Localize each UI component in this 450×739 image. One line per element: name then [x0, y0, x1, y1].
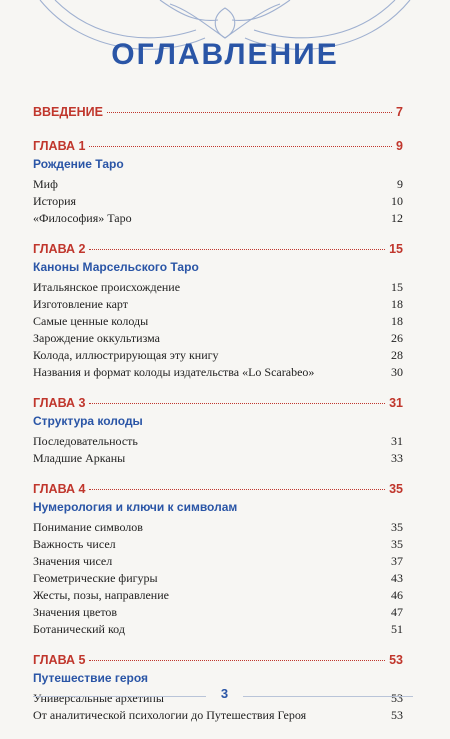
chapter-page: 9: [396, 139, 403, 153]
chapter-heading: [33, 242, 403, 258]
toc-entry: [33, 330, 403, 347]
dot-leader: [107, 112, 392, 113]
entry-page: 43: [391, 571, 403, 585]
entry-title: Колода, иллюстрирующая эту книгу: [33, 348, 219, 362]
chapter-heading: [33, 396, 403, 412]
entry-page: 9: [397, 177, 403, 191]
chapter-4: [33, 482, 403, 638]
toc-entry: [33, 621, 403, 638]
toc-entry: [33, 210, 403, 227]
chapter-2: [33, 242, 403, 381]
chapter-subtitle: Путешествие героя: [33, 671, 149, 685]
entry-title: Геометрические фигуры: [33, 571, 158, 585]
chapter-heading: [33, 482, 403, 498]
footer-divider-right: [243, 696, 413, 697]
entry-title: Важность чисел: [33, 537, 116, 551]
chapter-page: 53: [389, 653, 403, 667]
entry-title: Миф: [33, 177, 58, 191]
toc-entry: [33, 707, 403, 724]
entry-title: Понимание символов: [33, 520, 143, 534]
dot-leader: [89, 660, 385, 661]
entry-page: 10: [391, 194, 403, 208]
chapter-subtitle: Рождение Таро: [33, 157, 124, 171]
intro-page: 7: [396, 105, 403, 119]
entry-page: 18: [391, 314, 403, 328]
chapter-page: 31: [389, 396, 403, 410]
chapter-heading: [33, 653, 403, 669]
toc-entry: [33, 193, 403, 210]
chapter-label: ГЛАВА 4: [33, 482, 86, 496]
entry-page: 53: [391, 708, 403, 722]
entry-title: Жесты, позы, направление: [33, 588, 169, 602]
entry-page: 37: [391, 554, 403, 568]
entry-title: Младшие Арканы: [33, 451, 126, 465]
entry-page: 26: [391, 331, 403, 345]
entry-page: 28: [391, 348, 403, 362]
dot-leader: [89, 249, 385, 250]
entry-page: 15: [391, 280, 403, 294]
toc-entry: [33, 587, 403, 604]
page-title: ОГЛАВЛЕНИЕ: [111, 38, 339, 71]
chapter-heading: [33, 139, 403, 155]
entry-title: Ботанический код: [33, 622, 125, 636]
toc-entry: [33, 604, 403, 621]
entry-page: 35: [391, 520, 403, 534]
chapter-page: 15: [389, 242, 403, 256]
entry-page: 53: [391, 691, 403, 705]
table-of-contents: [33, 105, 403, 739]
entry-page: 30: [391, 365, 403, 379]
dot-leader: [89, 146, 392, 147]
toc-entry: [33, 553, 403, 570]
chapter-1: [33, 139, 403, 227]
chapter-3: [33, 396, 403, 467]
entry-title: Самые ценные колоды: [33, 314, 149, 328]
chapter-label: ГЛАВА 3: [33, 396, 86, 410]
chapter-label: ГЛАВА 1: [33, 139, 86, 153]
entry-title: Названия и формат колоды издательства «Lo Scarabeo»: [33, 365, 315, 379]
toc-entry: [33, 176, 403, 193]
toc-entry: [33, 450, 403, 467]
chapter-subtitle: Структура колоды: [33, 414, 143, 428]
toc-entry: [33, 347, 403, 364]
toc-entry: [33, 364, 403, 381]
entry-title: Универсальные архетипы: [33, 691, 164, 705]
entry-title: «Философия» Таро: [33, 211, 132, 225]
dot-leader: [89, 489, 385, 490]
entry-page: 35: [391, 537, 403, 551]
toc-entry: [33, 536, 403, 553]
chapter-label: ГЛАВА 5: [33, 653, 86, 667]
entry-page: 12: [391, 211, 403, 225]
entry-title: Изготовление карт: [33, 297, 129, 311]
entry-title: Зарождение оккультизма: [33, 331, 160, 345]
entry-title: Последовательность: [33, 434, 138, 448]
toc-entry: [33, 570, 403, 587]
entry-page: 47: [391, 605, 403, 619]
toc-intro: [33, 105, 403, 121]
entry-title: Значения чисел: [33, 554, 113, 568]
entry-page: 18: [391, 297, 403, 311]
chapter-page: 35: [389, 482, 403, 496]
toc-entry: [33, 313, 403, 330]
chapter-label: ГЛАВА 2: [33, 242, 86, 256]
entry-title: От аналитической психологии до Путешествия Героя: [33, 708, 307, 722]
dot-leader: [89, 403, 385, 404]
intro-label: ВВЕДЕНИЕ: [33, 105, 103, 119]
toc-entry: [33, 296, 403, 313]
entry-title: История: [33, 194, 77, 208]
entry-page: 31: [391, 434, 403, 448]
footer-divider-left: [33, 696, 206, 697]
page-number: 3: [220, 686, 229, 701]
entry-page: 51: [391, 622, 403, 636]
entry-title: Итальянское происхождение: [33, 280, 181, 294]
entry-title: Значения цветов: [33, 605, 118, 619]
entry-page: 33: [391, 451, 403, 465]
toc-entry: [33, 279, 403, 296]
entry-page: 46: [391, 588, 403, 602]
chapter-subtitle: Нумерология и ключи к символам: [33, 500, 238, 514]
chapter-subtitle: Каноны Марсельского Таро: [33, 260, 199, 274]
toc-entry: [33, 433, 403, 450]
toc-entry: [33, 519, 403, 536]
